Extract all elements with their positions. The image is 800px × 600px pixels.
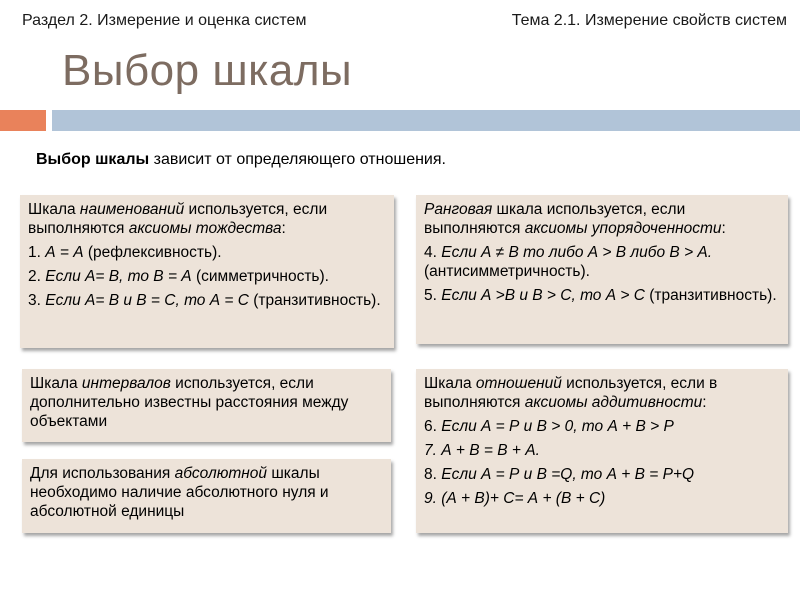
topic-header: Тема 2.1. Измерение свойств систем	[511, 12, 787, 29]
interval-line	[30, 374, 383, 431]
ratio-line	[424, 374, 780, 412]
italic-text-run: аксиомы упорядоченности	[524, 220, 722, 237]
italic-text-run: Если А >В и В > С, то А > С	[441, 287, 645, 304]
italic-text-run: Ранговая	[424, 201, 493, 218]
text-run: (рефлексивность).	[83, 244, 222, 261]
text-run: (транзитивность).	[644, 287, 777, 304]
nominal-line	[28, 243, 386, 262]
italic-text-run: 7. А + В = В + А.	[424, 442, 540, 459]
text-run: (транзитивность).	[248, 292, 381, 309]
italic-text-run: абсолютной	[174, 465, 268, 482]
text-run: :	[702, 394, 707, 411]
subtitle-bold: Выбор шкалы	[36, 151, 150, 168]
ratio-line	[424, 417, 780, 436]
italic-text-run: Если А ≠ В то либо А > В либо В > А.	[441, 244, 713, 261]
rank-line	[424, 286, 780, 305]
nominal-line	[28, 267, 386, 286]
text-run: используется, если дополнительно известны расстояния между объектами	[30, 375, 349, 430]
italic-text-run: отношений	[475, 375, 562, 392]
slide-title: Выбор шкалы	[62, 46, 353, 95]
text-run: используется, если в выполняются	[424, 375, 718, 411]
italic-text-run: 9. (А + В)+ С= А + (В + С)	[424, 490, 606, 507]
nominal-line	[28, 291, 386, 310]
rank-scale-box	[416, 195, 788, 344]
text-run: :	[721, 220, 726, 237]
rank-line	[424, 243, 780, 281]
text-run: Шкала	[30, 375, 82, 392]
text-run: шкала используется, если выполняются	[424, 201, 686, 237]
accent-bar-orange	[0, 110, 46, 131]
interval-scale-box	[22, 369, 391, 442]
text-run: 3.	[28, 292, 46, 309]
nominal-line	[28, 200, 386, 238]
ratio-line	[424, 489, 780, 508]
section-header: Раздел 2. Измерение и оценка систем	[22, 12, 307, 29]
text-run: Шкала	[28, 201, 80, 218]
text-run: 5.	[424, 287, 442, 304]
text-run: Шкала	[424, 375, 476, 392]
nominal-scale-box	[20, 195, 394, 348]
italic-text-run: наименований	[79, 201, 185, 218]
ratio-scale-box	[416, 369, 788, 533]
italic-text-run: Если А = Р и В > 0, то А + В > Р	[441, 418, 674, 435]
text-run: 6.	[424, 418, 442, 435]
text-run: используется, если выполняются	[28, 201, 328, 237]
absolute-line	[30, 464, 383, 521]
subtitle-rest: зависит от определяющего отношения.	[149, 151, 446, 168]
text-run: Для использования	[30, 465, 175, 482]
rank-line	[424, 200, 780, 238]
italic-text-run: Если А= В и В = С, то А = С	[45, 292, 249, 309]
italic-text-run: аксиомы аддитивности	[524, 394, 703, 411]
accent-bar-blue	[52, 110, 800, 131]
text-run: :	[281, 220, 286, 237]
text-run: шкалы необходимо наличие абсолютного нуля и абсолютной единицы	[30, 465, 329, 520]
text-run: 2.	[28, 268, 46, 285]
text-run: 4.	[424, 244, 442, 261]
text-run: (антисимметричность).	[424, 263, 590, 280]
italic-text-run: А = А	[45, 244, 84, 261]
absolute-scale-box	[22, 459, 391, 533]
italic-text-run: Если А= В, то В = А	[45, 268, 192, 285]
italic-text-run: интервалов	[81, 375, 171, 392]
text-run: (симметричность).	[191, 268, 329, 285]
ratio-line	[424, 441, 780, 460]
italic-text-run: Если А = Р и В =Q, то А + В = Р+Q	[441, 466, 695, 483]
text-run: 8.	[424, 466, 442, 483]
slide-subtitle	[36, 151, 446, 169]
ratio-line	[424, 465, 780, 484]
text-run: 1.	[28, 244, 46, 261]
italic-text-run: аксиомы тождества	[128, 220, 282, 237]
